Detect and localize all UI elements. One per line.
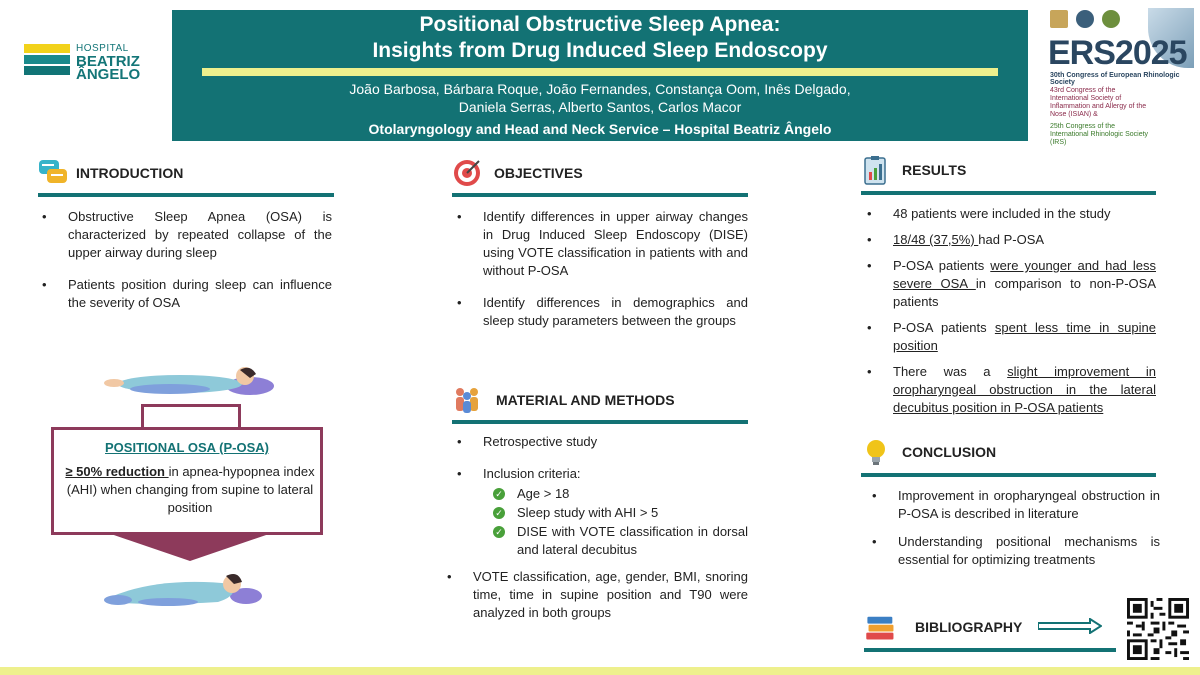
supine-sleeper-illustration (100, 362, 276, 400)
criteria-list (483, 485, 748, 559)
results-text: There was a (893, 364, 1008, 379)
lightbulb-icon (861, 437, 891, 467)
results-bullet (863, 257, 1156, 311)
introduction-rule (38, 193, 334, 197)
inclusion-label: Inclusion criteria: (483, 466, 581, 481)
criteria-item (483, 485, 748, 503)
logo-line-1: HOSPITAL (76, 43, 129, 54)
title-line-2: Insights from Drug Induced Sleep Endoscopy (372, 39, 828, 62)
conclusion-rule (861, 473, 1156, 477)
header-band (172, 10, 1028, 141)
objectives-list (453, 208, 748, 344)
target-icon (452, 157, 482, 187)
methods-bullet (453, 465, 748, 559)
title-line-1: Positional Obstructive Sleep Apnea: (419, 13, 781, 36)
introduction-header (38, 157, 334, 197)
results-text: P-OSA patients (893, 320, 995, 335)
results-bullet (863, 363, 1156, 417)
results-bullet: • 48 patients were included in the study (863, 205, 1156, 223)
arrow-right-icon (1038, 618, 1102, 634)
authors-line-1: João Barbosa, Bárbara Roque, João Fernandes, Constança Oom, Inês Delgado, (349, 81, 851, 97)
ers-line-b: 25th Congress of the International Rhinologic Society (IRS) (1050, 123, 1149, 146)
methods-rule (452, 420, 748, 424)
results-emphasis: slight improvement in oropharyngeal obstruction in the lateral decubitus position in P-OSA patients (893, 364, 1156, 415)
criteria-text: DISE with VOTE classification in dorsal and lateral decubitus (517, 524, 748, 557)
title-underline (202, 68, 998, 76)
emblem-icon-2 (1076, 10, 1094, 28)
lateral-sleeper-illustration (98, 566, 264, 610)
hospital-logo-mark (24, 44, 70, 82)
ers-name: ERS2025 (1048, 34, 1187, 72)
methods-bullet: • Retrospective study (453, 433, 748, 451)
introduction-bullet: • Obstructive Sleep Apnea (OSA) is characterized by repeated collapse of the upper airway during sleep (38, 208, 332, 262)
conclusion-bullet: • Improvement in oropharyngeal obstruction in P-OSA is described in literature (868, 487, 1160, 523)
conclusion-list (868, 487, 1160, 583)
introduction-bullet: • Patients position during sleep can influence the severity of OSA (38, 276, 332, 312)
conclusion-bullet: • Understanding positional mechanisms is essential for optimizing treatments (868, 533, 1160, 569)
methods-bullet: • VOTE classification, age, gender, BMI, snoring time, time in supine position and T90 were analyzed in both groups (443, 568, 748, 622)
results-list (863, 205, 1156, 425)
objectives-bullet: • Identify differences in demographics and sleep study parameters between the groups (453, 294, 748, 330)
introduction-list (38, 208, 332, 326)
logo-line-3: ÂNGELO (76, 66, 141, 83)
objectives-heading: OBJECTIVES (494, 165, 583, 181)
objectives-rule (452, 193, 748, 197)
positional-osa-title: POSITIONAL OSA (P-OSA) (105, 440, 269, 455)
results-header (861, 155, 1156, 195)
authors-line-2: Daniela Serras, Alberto Santos, Carlos Macor (458, 99, 742, 115)
check-icon: ✓ (493, 507, 505, 519)
definition-text: in apnea-hypopnea index (AHI) when changing from supine to lateral position (66, 464, 315, 515)
ers-logo (1044, 8, 1194, 144)
positional-osa-box (51, 427, 323, 535)
affiliation: Otolaryngology and Head and Neck Service – Hospital Beatriz Ângelo (368, 121, 832, 137)
clipboard-chart-icon (861, 155, 891, 185)
chat-bubbles-icon (38, 157, 68, 187)
results-text: had P-OSA (978, 232, 1045, 247)
results-rule (861, 191, 1156, 195)
society-emblems (1050, 10, 1130, 32)
books-icon (864, 610, 898, 644)
check-icon: ✓ (493, 526, 505, 538)
criteria-text: Sleep study with AHI > 5 (517, 505, 659, 520)
emblem-icon-1 (1050, 10, 1068, 28)
results-emphasis: were younger and had less severe OSA (893, 258, 1156, 291)
results-text: P-OSA patients (893, 258, 991, 273)
methods-list (453, 433, 748, 567)
down-arrow (108, 533, 272, 561)
bibliography-rule (864, 648, 1116, 652)
criteria-item (483, 523, 748, 559)
bibliography-heading[interactable]: BIBLIOGRAPHY (915, 619, 1023, 635)
criteria-item (483, 504, 748, 522)
methods-heading: MATERIAL AND METHODS (496, 392, 675, 408)
results-emphasis: 18/48 (37,5%) (893, 232, 979, 247)
results-bullet (863, 231, 1156, 249)
logo-line-2: BEATRIZ (76, 53, 140, 70)
conclusion-heading: CONCLUSION (902, 444, 997, 460)
methods-header (452, 384, 748, 424)
results-heading: RESULTS (902, 162, 967, 178)
conclusion-header (861, 437, 1156, 477)
people-group-icon (452, 384, 482, 414)
results-bullet (863, 319, 1156, 355)
ers-line-a: 43rd Congress of the International Society of Inflammation and Allergy of the Nose (ISIAN) & (1050, 87, 1147, 118)
ers-subtitle: 30th Congress of European Rhinologic Society (1050, 72, 1180, 86)
results-text: in comparison to non-P-OSA patients (893, 276, 1157, 309)
poster-title (172, 12, 1028, 64)
results-emphasis: spent less time in supine position (893, 320, 1156, 353)
qr-code-icon[interactable] (1127, 598, 1189, 660)
criteria-text: Age > 18 (517, 486, 570, 501)
introduction-heading: INTRODUCTION (76, 165, 184, 181)
methods-list-2 (443, 568, 748, 636)
bottom-stripe (0, 667, 1200, 675)
check-icon: ✓ (493, 488, 505, 500)
objectives-bullet: • Identify differences in upper airway changes in Drug Induced Sleep Endoscopy (DISE) using VOTE classification in patients with and without P-OSA (453, 208, 748, 280)
definition-bold: ≥ 50% reduction (65, 464, 169, 479)
hospital-logo (24, 42, 154, 86)
emblem-icon-3 (1102, 10, 1120, 28)
positional-osa-definition (64, 463, 316, 517)
authors (172, 80, 1028, 116)
objectives-header (452, 157, 748, 197)
